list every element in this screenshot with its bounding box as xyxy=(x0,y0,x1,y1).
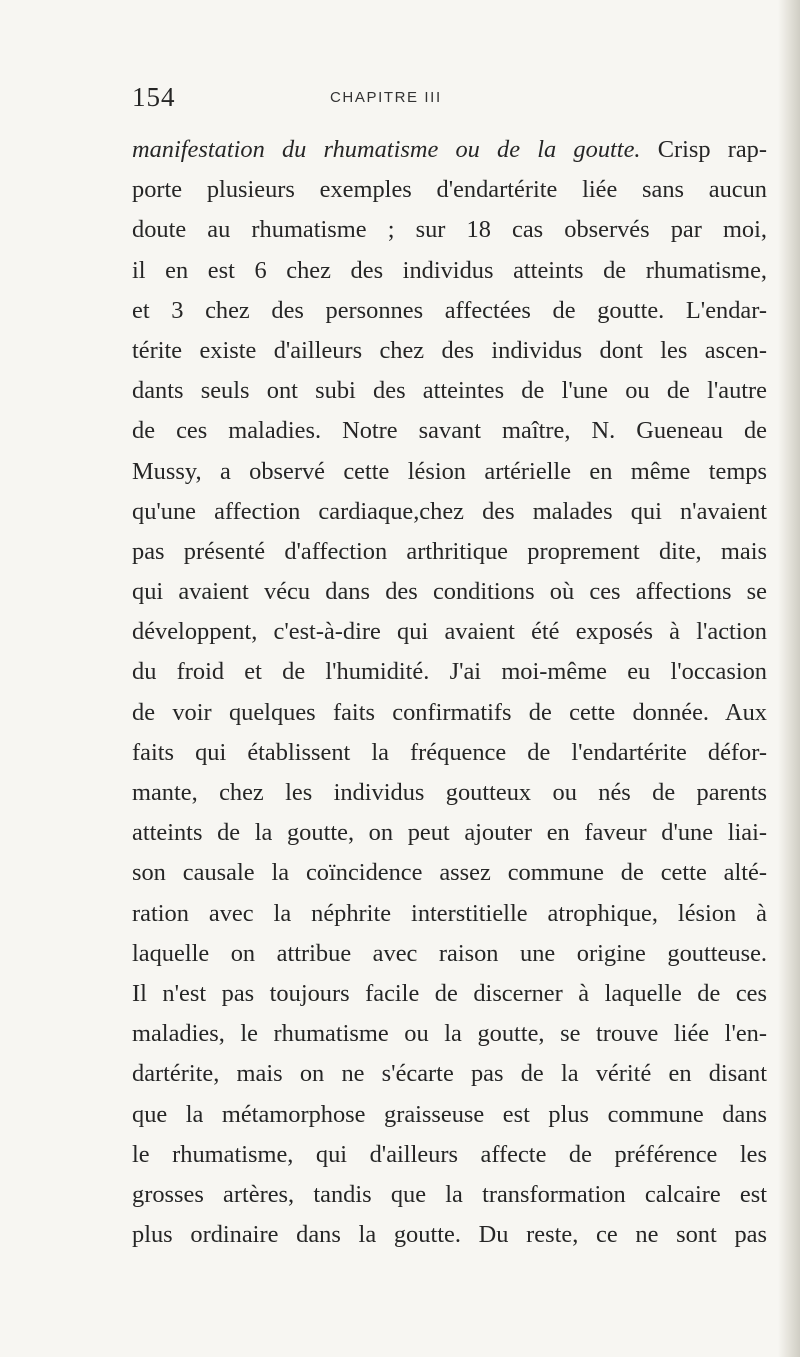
line-text: faits qui établissent la fréquence de l'endartérite défor- xyxy=(132,738,767,766)
line-text: Il n'est pas toujours facile de discerner à laquelle de ces xyxy=(132,979,767,1007)
text-line xyxy=(132,130,767,170)
text-line xyxy=(132,773,767,813)
body-text xyxy=(132,130,767,1255)
italic-phrase: manifestation du rhumatisme ou de la goutte. xyxy=(132,136,641,163)
line-text: développent, c'est-à-dire qui avaient été exposés à l'action xyxy=(132,618,767,646)
text-line xyxy=(132,331,767,371)
line-text: atteints de la goutte, on peut ajouter en faveur d'une liai- xyxy=(132,819,767,847)
line-text: qu'une affection cardiaque,chez des malades qui n'avaient xyxy=(132,497,767,525)
line-text: son causale la coïncidence assez commune de cette alté- xyxy=(132,859,767,887)
text-line xyxy=(132,572,767,612)
running-head: CHAPITRE III xyxy=(330,89,442,106)
text-line xyxy=(132,532,767,572)
text-line xyxy=(132,813,767,853)
line-text: mante, chez les individus goutteux ou nés de parents xyxy=(132,779,767,806)
page-number: 154 xyxy=(132,82,176,112)
line-text: térite existe d'ailleurs chez des individus dont les ascen- xyxy=(132,336,767,364)
text-line xyxy=(132,894,767,934)
line-text: laquelle on attribue avec raison une origine goutteuse. xyxy=(132,939,767,967)
text-line xyxy=(132,1095,767,1135)
line-text: qui avaient vécu dans des conditions où ces affections se xyxy=(132,578,767,606)
text-line xyxy=(132,1135,767,1175)
line-text: maladies, le rhumatisme ou la goutte, se trouve liée l'en- xyxy=(132,1020,767,1048)
line-text: que la métamorphose graisseuse est plus commune dans xyxy=(132,1100,767,1128)
text-line xyxy=(132,652,767,692)
text-line xyxy=(132,170,767,210)
text-line xyxy=(132,974,767,1014)
text-line xyxy=(132,210,767,250)
line-text: et 3 chez des personnes affectées de goutte. L'endar- xyxy=(132,296,767,324)
page-header xyxy=(132,82,772,118)
text-line xyxy=(132,1014,767,1054)
line-text: grosses artères, tandis que la transformation calcaire est xyxy=(132,1180,767,1208)
line-text: le rhumatisme, qui d'ailleurs affecte de préférence les xyxy=(132,1140,767,1168)
page-edge-shadow xyxy=(778,0,800,1357)
text-line xyxy=(132,1215,767,1255)
line-text: de ces maladies. Notre savant maître, N. Gueneau de xyxy=(132,417,767,445)
line-text: Crisp rap- xyxy=(640,136,767,163)
line-text: dants seuls ont subi des atteintes de l'une ou de l'autre xyxy=(132,377,767,405)
line-text: dartérite, mais on ne s'écarte pas de la vérité en disant xyxy=(132,1060,767,1088)
text-line xyxy=(132,291,767,331)
line-text: du froid et de l'humidité. J'ai moi-même eu l'occasion xyxy=(132,658,767,686)
text-line xyxy=(132,452,767,492)
text-line xyxy=(132,492,767,532)
text-line xyxy=(132,612,767,652)
text-line xyxy=(132,934,767,974)
line-text: ration avec la néphrite interstitielle atrophique, lésion à xyxy=(132,899,767,927)
text-line xyxy=(132,733,767,773)
line-text: doute au rhumatisme ; sur 18 cas observés par moi, xyxy=(132,216,767,244)
line-text: Mussy, a observé cette lésion artérielle en même temps xyxy=(132,457,767,485)
text-line xyxy=(132,693,767,733)
text-line xyxy=(132,411,767,451)
text-line xyxy=(132,1054,767,1094)
line-text: porte plusieurs exemples d'endartérite liée sans aucun xyxy=(132,176,767,204)
text-line xyxy=(132,853,767,893)
text-line xyxy=(132,1175,767,1215)
line-text: plus ordinaire dans la goutte. Du reste, ce ne sont pas xyxy=(132,1221,767,1249)
text-line xyxy=(132,371,767,411)
text-line xyxy=(132,251,767,291)
line-text: de voir quelques faits confirmatifs de cette donnée. Aux xyxy=(132,698,767,726)
line-text: pas présenté d'affection arthritique proprement dite, mais xyxy=(132,537,767,565)
line-text: il en est 6 chez des individus atteints de rhumatisme, xyxy=(132,256,767,284)
